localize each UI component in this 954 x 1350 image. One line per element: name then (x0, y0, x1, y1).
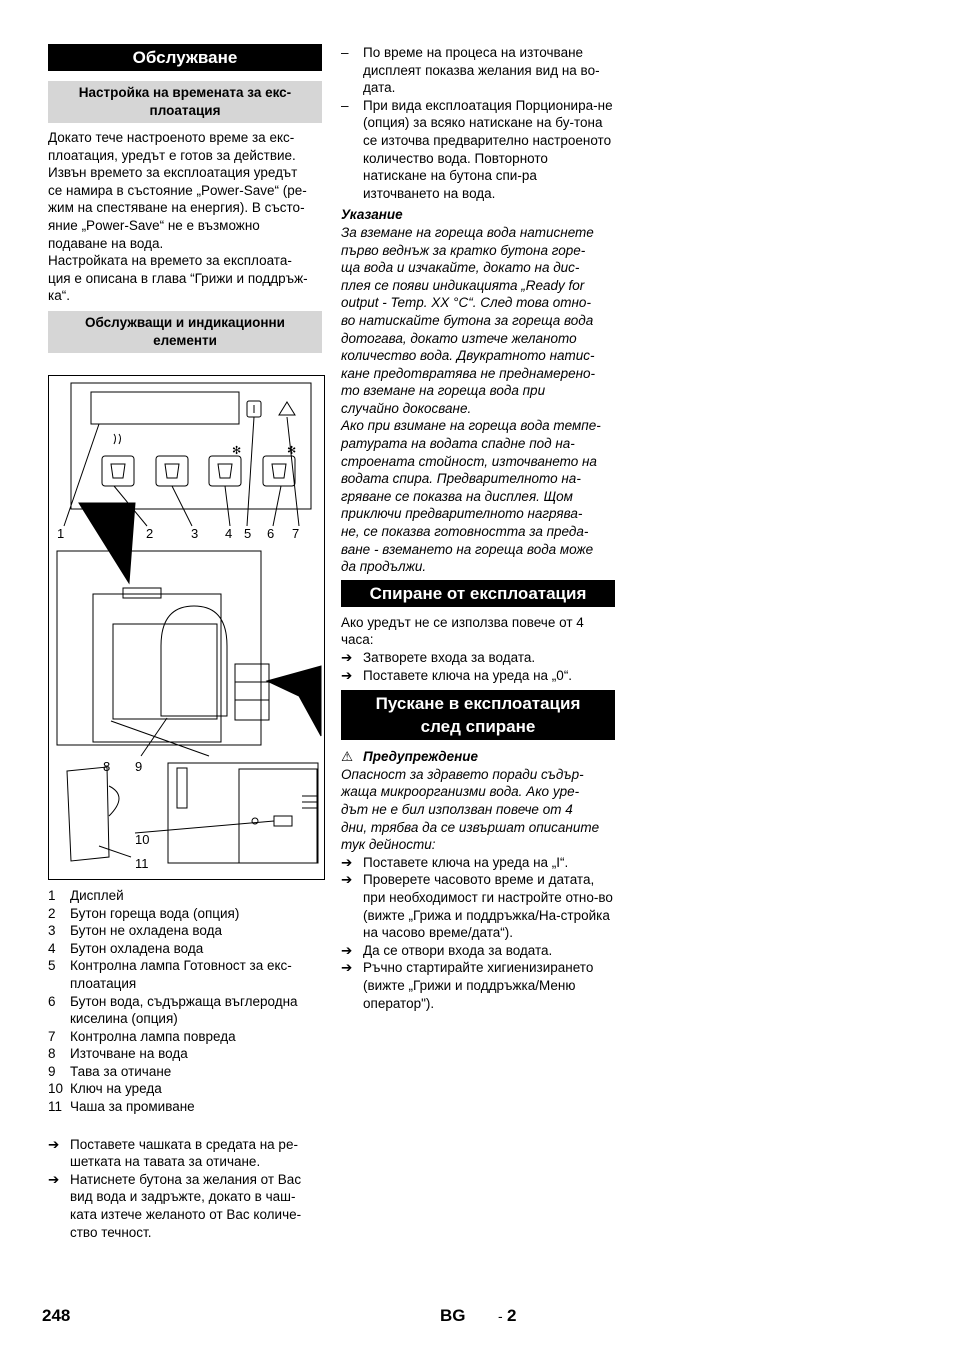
figure-number: 4 (225, 525, 233, 541)
arrow-icon: ➔ (341, 942, 353, 958)
legend-item (48, 1098, 322, 1116)
svg-text:✻: ✻ (287, 443, 297, 457)
text-line: подаване на вода. (48, 235, 164, 251)
step-item (341, 649, 615, 667)
legend-item (48, 1063, 322, 1081)
legend-text: Контролна лампа Готовност за екс-плоатация (70, 958, 292, 991)
figure-number: 9 (135, 758, 143, 774)
text-line: кане предотвратява не преднамерено- (341, 365, 596, 381)
text-line: ща вода и изчакайте, докато на дис- (341, 260, 580, 276)
figure-number: 2 (146, 525, 154, 541)
subheading-operating-times: Настройка на времената за екс-плоатация (48, 81, 322, 123)
figure-number: 10 (135, 831, 150, 847)
text-line: жим на спестяване на енергия). В състо- (48, 200, 305, 216)
arrow-icon: ➔ (341, 667, 353, 683)
legend-text: Ключ на уреда (70, 1081, 162, 1097)
text-line: ция е описана в глава “Грижи и поддръж- (48, 270, 308, 286)
legend-text: Бутон не охладена вода (70, 923, 222, 939)
heading-line: Пускане в експлоатация (375, 694, 581, 714)
step-text: Поставете ключа на уреда на „I“. (363, 854, 569, 870)
legend-number: 2 (48, 905, 56, 921)
step-item (341, 959, 615, 1012)
dash-icon: – (341, 97, 349, 113)
text-line: во натискайте бутона за гореща вода (341, 312, 594, 328)
warning-text (341, 766, 615, 854)
text-line: Опасност за здравето поради съдър- (341, 766, 584, 782)
text-line: тук дейности: (341, 837, 436, 853)
text-line: Докато тече настроеното време за екс- (48, 130, 295, 145)
text-line: output - Temp. XX °C“. След това отно- (341, 295, 591, 311)
arrow-icon: ➔ (48, 1171, 60, 1187)
step-item (341, 871, 615, 941)
figure-number: 8 (103, 758, 111, 774)
legend-item (48, 1045, 322, 1063)
step-item (341, 667, 615, 685)
legend-text: Бутон вода, съдържаща въглеродна киселина (опция) (70, 993, 298, 1027)
text-line: гряване се показва на дисплея. Щом (341, 488, 573, 504)
text-line: ратурата на водата спадне под на- (341, 436, 575, 452)
arrow-icon: ➔ (341, 650, 353, 665)
text-line: Ако уредът не се използва повече от 4 (341, 614, 584, 630)
figure-number: 11 (135, 855, 149, 871)
legend-number: 8 (48, 1046, 56, 1062)
legend-number: 4 (48, 940, 56, 956)
dash-item (341, 44, 615, 97)
dash-icon: – (341, 45, 349, 60)
text-line: приключи предварителното нагрява- (341, 506, 583, 522)
text-line: дотогава, докато изтече желаното (341, 330, 577, 346)
text-line: случайно докосване. (341, 400, 472, 416)
legend-item (48, 922, 322, 940)
step-list (48, 1136, 322, 1242)
legend-number: 7 (48, 1028, 56, 1044)
page-number: 248 (42, 1306, 71, 1325)
warning-icon: ⚠ (341, 749, 354, 765)
figure-number: 5 (244, 525, 252, 541)
legend-text: Контролна лампа повреда (70, 1028, 236, 1044)
legend-number: 1 (48, 887, 56, 903)
legend-text: Бутон гореща вода (опция) (70, 905, 240, 921)
paragraph-operating-times (48, 129, 322, 305)
right-column (341, 44, 615, 1012)
figure-number: 7 (292, 525, 300, 541)
figure-number: 1 (57, 525, 65, 541)
step-text: Ръчно стартирайте хигиенизирането (вижте „Грижи и поддръжка/Меню оператор"). (363, 960, 594, 1011)
heading-obsluzhvane: Обслужване (48, 44, 322, 71)
legend-item (48, 1080, 322, 1098)
text-line: часа: (341, 632, 374, 648)
subheading-controls: Обслужващи и индикационни елементи (48, 311, 322, 353)
step-text: Затворете входа за водата. (363, 650, 536, 665)
heading-line: след спиране (420, 717, 536, 737)
legend-item (48, 887, 322, 905)
legend-number: 9 (48, 1063, 56, 1079)
svg-text:✻: ✻ (232, 443, 242, 457)
text-line: плея се появи индикацията „Ready for (341, 277, 585, 293)
legend-list (48, 887, 322, 1116)
arrow-icon: ➔ (341, 960, 353, 976)
legend-text: Дисплей (70, 887, 124, 903)
legend-number: 11 (48, 1099, 63, 1115)
legend-text: Чаша за промиване (70, 1099, 195, 1115)
text-line: то вземане на гореща вода при (341, 383, 546, 399)
section-number: 2 (507, 1306, 517, 1325)
dash-text: При вида експлоатация Порционира-не (опция) за всяко натискане на бу-тона се източва предварително настроеното количество вода. Повторното натискане на бутона спи-ра източването на вода. (363, 97, 613, 201)
legend-item (48, 957, 322, 992)
text-line: плоатация, уредът е готов за действие. (48, 147, 296, 163)
warning-title (341, 748, 615, 766)
legend-number: 5 (48, 958, 56, 974)
legend-number: 10 (48, 1081, 64, 1097)
text-line: Извън времето за експлоатация уредът (48, 165, 298, 181)
step-item (48, 1171, 322, 1241)
figure-number: 3 (191, 525, 199, 541)
text-line: Настройката на времето за експлоата- (48, 253, 292, 269)
legend-number: 3 (48, 923, 56, 939)
text-line: яние „Power-Save“ не е възможно (48, 217, 260, 233)
note-text (341, 224, 615, 576)
arrow-icon: ➔ (341, 854, 353, 870)
legend-number: 6 (48, 993, 56, 1009)
step-text: Да се отвори входа за водата. (363, 942, 553, 958)
step-item (48, 1136, 322, 1171)
step-text: Поставете чашката в средата на ре-шетката на тавата за отичане. (70, 1136, 298, 1170)
device-illustration (49, 376, 324, 879)
heading-stop-operation: Спиране от експлоатация (341, 580, 615, 607)
arrow-icon: ➔ (48, 1136, 60, 1152)
language-code: BG (440, 1306, 466, 1325)
text-line: дни, трябва да се извършат описаните (341, 819, 600, 835)
dash-item (341, 97, 615, 203)
text-line: ка“. (48, 288, 70, 304)
arrow-icon: ➔ (341, 872, 353, 888)
text-line: жаща микроорганизми вода. Ако уре- (341, 784, 580, 800)
text-line: Ако при взимане на гореща вода темпе- (341, 418, 601, 434)
step-item (341, 942, 615, 960)
left-column (48, 44, 322, 1241)
warning-title-text: Предупреждение (363, 749, 479, 765)
text-line: строената стойност, източването на (341, 453, 597, 469)
legend-text: Тава за отичане (70, 1063, 172, 1079)
text-line: ване - вземането на гореща вода може (341, 541, 594, 557)
step-text: Проверете часовото време и датата, при необходимост ги настройте отно-во (вижте „Грижа и поддръжка/На-стройка на часово време/дата“). (363, 872, 613, 941)
footer-separator: - (498, 1308, 503, 1324)
dash-text: По време на процеса на източване дисплеят показва желания вид на во-дата. (363, 45, 600, 96)
step-text: Натиснете бутона за желания от Вас вид вода и задръжте, докато в чаш-ката изтече желаното от Вас количе-ство течност. (70, 1171, 302, 1240)
note-title: Указание (341, 207, 403, 223)
text-line: да продължи. (341, 559, 427, 575)
legend-text: Източване на вода (70, 1046, 188, 1062)
text-line: дът не е бил използван повече от 4 (341, 801, 573, 817)
legend-item (48, 905, 322, 923)
step-text: Поставете ключа на уреда на „0“. (363, 667, 573, 683)
legend-text: Бутон охладена вода (70, 940, 204, 956)
legend-item (48, 993, 322, 1028)
text-line: първо веднъж за кратко бутона горе- (341, 242, 586, 258)
heading-restart (341, 690, 615, 740)
text-line: За вземане на гореща вода натиснете (341, 224, 594, 240)
text-line: водата спира. Предварителното на- (341, 471, 581, 487)
figure-number: 6 (267, 525, 275, 541)
text-line: не, се показва готовността за преда- (341, 524, 589, 540)
legend-item (48, 940, 322, 958)
legend-item (48, 1028, 322, 1046)
device-figure (48, 375, 325, 880)
text-line: количество вода. Двукратното натис- (341, 348, 595, 364)
text-line: се намира в състояние „Power-Save“ (ре- (48, 182, 307, 198)
step-item (341, 854, 615, 872)
